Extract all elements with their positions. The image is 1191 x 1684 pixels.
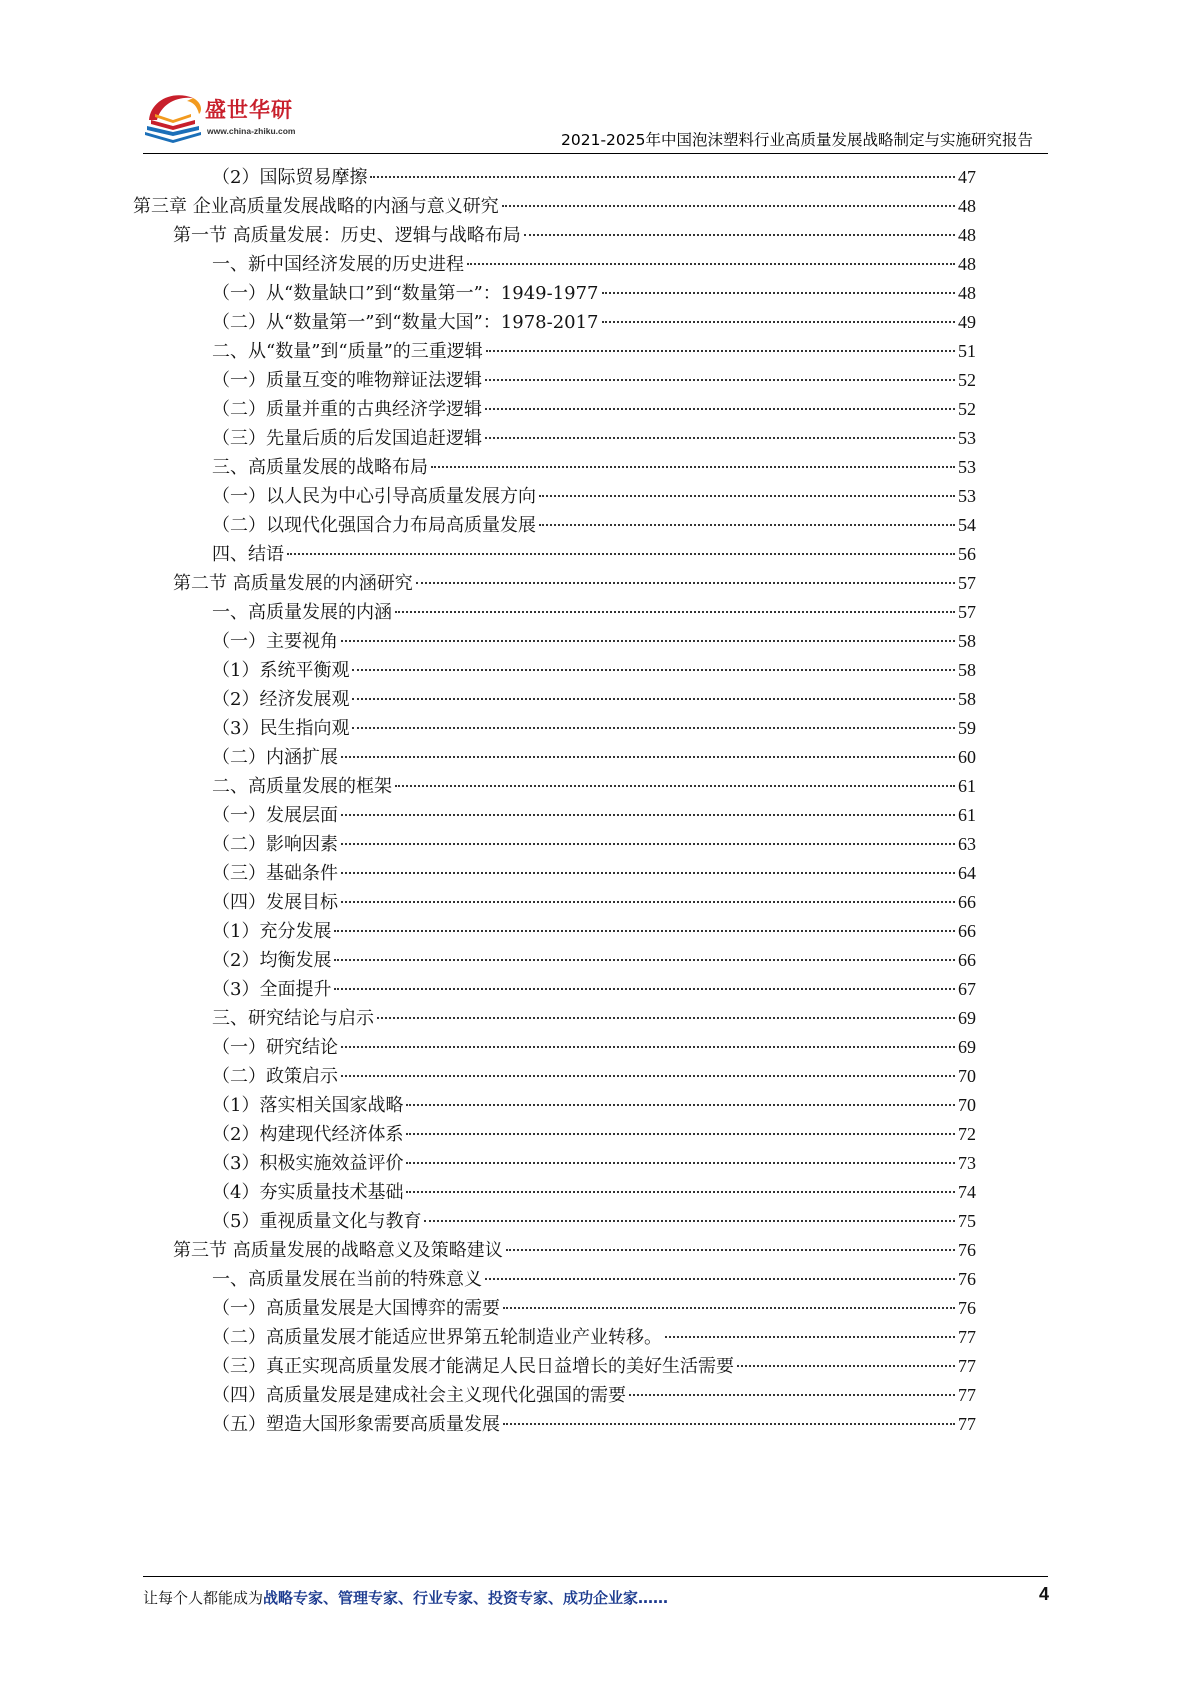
book-swoosh-logo-icon	[143, 86, 205, 148]
toc-entry[interactable]	[212, 597, 976, 628]
toc-leader-dots	[416, 582, 955, 584]
toc-entry[interactable]	[212, 1032, 976, 1063]
toc-entry-page: 58	[958, 689, 976, 709]
toc-entry-title: 第二节 高质量发展的内涵研究	[173, 573, 413, 594]
toc-leader-dots	[352, 698, 955, 700]
toc-leader-dots	[485, 437, 955, 439]
toc-entry[interactable]	[212, 800, 976, 831]
toc-entry[interactable]	[212, 684, 976, 715]
toc-entry[interactable]	[212, 1351, 976, 1382]
toc-entry[interactable]	[212, 945, 976, 976]
toc-leader-dots	[737, 1365, 955, 1367]
toc-entry[interactable]	[173, 1235, 976, 1266]
toc-entry[interactable]	[212, 916, 976, 947]
toc-entry-title: 三、研究结论与启示	[212, 1008, 374, 1029]
toc-entry-page: 57	[958, 602, 976, 622]
toc-leader-dots	[467, 263, 955, 265]
toc-leader-dots	[341, 872, 955, 874]
toc-leader-dots	[486, 350, 955, 352]
toc-entry-title: （四）高质量发展是建成社会主义现代化强国的需要	[212, 1385, 626, 1406]
toc-entry-page: 53	[958, 486, 976, 506]
toc-entry-title: （四）发展目标	[212, 892, 338, 913]
toc-leader-dots	[334, 930, 955, 932]
toc-entry-title: （二）高质量发展才能适应世界第五轮制造业产业转移。	[212, 1327, 662, 1348]
toc-entry-page: 74	[958, 1182, 976, 1202]
toc-entry[interactable]	[212, 1409, 976, 1440]
toc-entry-page: 67	[958, 979, 976, 999]
toc-entry[interactable]	[212, 249, 976, 280]
toc-entry-page: 52	[958, 399, 976, 419]
toc-entry[interactable]	[212, 1090, 976, 1121]
logo-website: www.china-zhiku.com	[207, 126, 296, 136]
toc-entry[interactable]	[212, 742, 976, 773]
toc-entry-title: （2）经济发展观	[212, 689, 350, 710]
toc-entry-title: （一）高质量发展是大国博弈的需要	[212, 1298, 500, 1319]
report-title: 2021-2025年中国泡沫塑料行业高质量发展战略制定与实施研究报告	[561, 131, 1033, 149]
toc-entry-title: （一）研究结论	[212, 1037, 338, 1058]
toc-entry-page: 70	[958, 1066, 976, 1086]
toc-entry-title: 四、结语	[212, 544, 284, 565]
toc-entry-page: 48	[958, 254, 976, 274]
toc-entry-page: 77	[958, 1327, 976, 1347]
toc-entry-title: （3）积极实施效益评价	[212, 1153, 404, 1174]
toc-entry-page: 61	[958, 776, 976, 796]
toc-entry-title: （三）基础条件	[212, 863, 338, 884]
toc-entry-title: （1）充分发展	[212, 921, 332, 942]
toc-leader-dots	[539, 524, 955, 526]
toc-entry-title: 二、高质量发展的框架	[212, 776, 392, 797]
toc-leader-dots	[539, 495, 955, 497]
toc-entry[interactable]	[212, 771, 976, 802]
toc-entry[interactable]	[173, 568, 976, 599]
toc-entry-page: 77	[958, 1356, 976, 1376]
toc-entry-title: 第三节 高质量发展的战略意义及策略建议	[173, 1240, 503, 1261]
toc-leader-dots	[406, 1162, 955, 1164]
toc-entry[interactable]	[212, 394, 976, 425]
toc-leader-dots	[352, 669, 955, 671]
toc-leader-dots	[506, 1249, 955, 1251]
toc-entry-title: 第三章 企业高质量发展战略的内涵与意义研究	[133, 196, 499, 217]
toc-entry-page: 77	[958, 1385, 976, 1405]
toc-leader-dots	[665, 1336, 955, 1338]
toc-entry-title: （2）国际贸易摩擦	[212, 167, 368, 188]
toc-entry-title: （二）以现代化强国合力布局高质量发展	[212, 515, 536, 536]
toc-leader-dots	[485, 1278, 955, 1280]
toc-leader-dots	[352, 727, 955, 729]
toc-entry[interactable]	[212, 452, 976, 483]
toc-entry-page: 66	[958, 950, 976, 970]
toc-entry[interactable]	[212, 626, 976, 657]
toc-entry-title: （三）先量后质的后发国追赶逻辑	[212, 428, 482, 449]
toc-entry-title: （二）影响因素	[212, 834, 338, 855]
toc-entry-page: 53	[958, 428, 976, 448]
toc-entry-title: 二、从“数量”到“质量”的三重逻辑	[212, 341, 483, 362]
toc-leader-dots	[334, 988, 955, 990]
toc-entry-page: 59	[958, 718, 976, 738]
toc-entry[interactable]	[212, 162, 976, 193]
toc-entry-page: 61	[958, 805, 976, 825]
toc-entry[interactable]	[212, 1119, 976, 1150]
toc-entry-page: 58	[958, 631, 976, 651]
toc-entry-page: 48	[958, 196, 976, 216]
toc-leader-dots	[524, 234, 955, 236]
toc-entry-title: （一）主要视角	[212, 631, 338, 652]
toc-entry[interactable]	[212, 1177, 976, 1208]
toc-entry-page: 76	[958, 1298, 976, 1318]
toc-entry-title: 一、新中国经济发展的历史进程	[212, 254, 464, 275]
toc-entry-title: （3）民生指向观	[212, 718, 350, 739]
header-divider	[143, 153, 1048, 154]
toc-entry[interactable]	[212, 336, 976, 367]
toc-leader-dots	[395, 611, 955, 613]
toc-entry[interactable]	[212, 510, 976, 541]
toc-entry-title: （一）质量互变的唯物辩证法逻辑	[212, 370, 482, 391]
toc-leader-dots	[406, 1191, 955, 1193]
toc-entry-page: 48	[958, 225, 976, 245]
toc-entry[interactable]	[212, 829, 976, 860]
toc-entry[interactable]	[212, 713, 976, 744]
toc-entry[interactable]	[212, 481, 976, 512]
toc-leader-dots	[485, 408, 955, 410]
toc-entry[interactable]	[212, 1380, 976, 1411]
toc-leader-dots	[406, 1133, 955, 1135]
toc-entry-page: 51	[958, 341, 976, 361]
footer-slogan	[143, 1587, 668, 1608]
toc-entry[interactable]	[212, 1264, 976, 1295]
toc-entry[interactable]	[212, 307, 976, 338]
toc-entry-title: （二）政策启示	[212, 1066, 338, 1087]
toc-entry[interactable]	[173, 220, 976, 251]
toc-entry-title: （2）构建现代经济体系	[212, 1124, 404, 1145]
toc-leader-dots	[503, 1307, 955, 1309]
toc-entry-title: （4）夯实质量技术基础	[212, 1182, 404, 1203]
toc-leader-dots	[287, 553, 955, 555]
page-header	[0, 0, 1191, 160]
toc-leader-dots	[341, 1075, 955, 1077]
company-logo	[143, 86, 313, 152]
toc-entry-title: 第一节 高质量发展：历史、逻辑与战略布局	[173, 225, 521, 246]
toc-entry[interactable]	[212, 974, 976, 1005]
toc-leader-dots	[341, 814, 955, 816]
toc-leader-dots	[629, 1394, 955, 1396]
toc-leader-dots	[370, 176, 955, 178]
toc-leader-dots	[334, 959, 955, 961]
footer-divider	[143, 1576, 1048, 1577]
toc-entry[interactable]	[212, 1206, 976, 1237]
toc-entry-title: （五）塑造大国形象需要高质量发展	[212, 1414, 500, 1435]
toc-entry-page: 70	[958, 1095, 976, 1115]
toc-leader-dots	[424, 1220, 955, 1222]
toc-entry-page: 75	[958, 1211, 976, 1231]
toc-entry[interactable]	[212, 1293, 976, 1324]
toc-leader-dots	[503, 1423, 955, 1425]
toc-entry[interactable]	[212, 1003, 976, 1034]
toc-entry-page: 56	[958, 544, 976, 564]
toc-leader-dots	[341, 901, 955, 903]
toc-leader-dots	[485, 379, 955, 381]
toc-entry[interactable]	[212, 655, 976, 686]
toc-leader-dots	[341, 640, 955, 642]
toc-entry-page: 48	[958, 283, 976, 303]
toc-entry-page: 47	[958, 167, 976, 187]
toc-entry-page: 60	[958, 747, 976, 767]
toc-entry-page: 64	[958, 863, 976, 883]
toc-entry-page: 54	[958, 515, 976, 535]
toc-entry-page: 63	[958, 834, 976, 854]
toc-entry[interactable]	[212, 1322, 976, 1353]
toc-entry-title: （2）均衡发展	[212, 950, 332, 971]
toc-entry-page: 57	[958, 573, 976, 593]
toc-entry-page: 66	[958, 921, 976, 941]
toc-entry[interactable]	[212, 1148, 976, 1179]
toc-entry-title: （一）以人民为中心引导高质量发展方向	[212, 486, 536, 507]
toc-leader-dots	[341, 1046, 955, 1048]
toc-entry-page: 49	[958, 312, 976, 332]
toc-leader-dots	[395, 785, 955, 787]
toc-entry-title: （三）真正实现高质量发展才能满足人民日益增长的美好生活需要	[212, 1356, 734, 1377]
toc-leader-dots	[341, 756, 955, 758]
toc-entry[interactable]	[212, 1061, 976, 1092]
toc-leader-dots	[602, 292, 955, 294]
toc-entry-title: （3）全面提升	[212, 979, 332, 1000]
toc-entry[interactable]	[212, 365, 976, 396]
toc-leader-dots	[406, 1104, 955, 1106]
toc-leader-dots	[431, 466, 955, 468]
toc-entry-page: 69	[958, 1008, 976, 1028]
page-number: 4	[1038, 1584, 1049, 1604]
slogan-roles: 战略专家、管理专家、行业专家、投资专家、成功企业家……	[263, 1589, 669, 1607]
toc-entry-page: 53	[958, 457, 976, 477]
toc-entry-title: （1）落实相关国家战略	[212, 1095, 404, 1116]
toc-entry-title: （一）发展层面	[212, 805, 338, 826]
toc-entry-page: 69	[958, 1037, 976, 1057]
toc-entry-page: 76	[958, 1240, 976, 1260]
toc-entry-page: 52	[958, 370, 976, 390]
logo-brand-name: 盛世华研	[205, 98, 293, 122]
toc-entry-title: （一）从“数量缺口”到“数量第一”：1949-1977	[212, 283, 599, 304]
toc-entry-page: 73	[958, 1153, 976, 1173]
toc-entry-title: （二）质量并重的古典经济学逻辑	[212, 399, 482, 420]
toc-entry-title: （二）内涵扩展	[212, 747, 338, 768]
toc-entry-title: 三、高质量发展的战略布局	[212, 457, 428, 478]
toc-entry-title: （5）重视质量文化与教育	[212, 1211, 422, 1232]
toc-entry-title: （1）系统平衡观	[212, 660, 350, 681]
slogan-lead: 让每个人都能成为	[143, 1589, 264, 1607]
toc-entry-page: 76	[958, 1269, 976, 1289]
toc-entry[interactable]	[133, 191, 976, 222]
toc-entry[interactable]	[212, 278, 976, 309]
toc-entry[interactable]	[212, 858, 976, 889]
toc-leader-dots	[377, 1017, 955, 1019]
toc-entry-title: （二）从“数量第一”到“数量大国”：1978-2017	[212, 312, 599, 333]
toc-entry-title: 一、高质量发展的内涵	[212, 602, 392, 623]
toc-entry[interactable]	[212, 423, 976, 454]
toc-entry-page: 58	[958, 660, 976, 680]
toc-leader-dots	[602, 321, 955, 323]
toc-entry-page: 66	[958, 892, 976, 912]
toc-leader-dots	[502, 205, 955, 207]
toc-entry[interactable]	[212, 887, 976, 918]
toc-leader-dots	[341, 843, 955, 845]
toc-entry-page: 77	[958, 1414, 976, 1434]
toc-entry-title: 一、高质量发展在当前的特殊意义	[212, 1269, 482, 1290]
toc-entry[interactable]	[212, 539, 976, 570]
toc-entry-page: 72	[958, 1124, 976, 1144]
